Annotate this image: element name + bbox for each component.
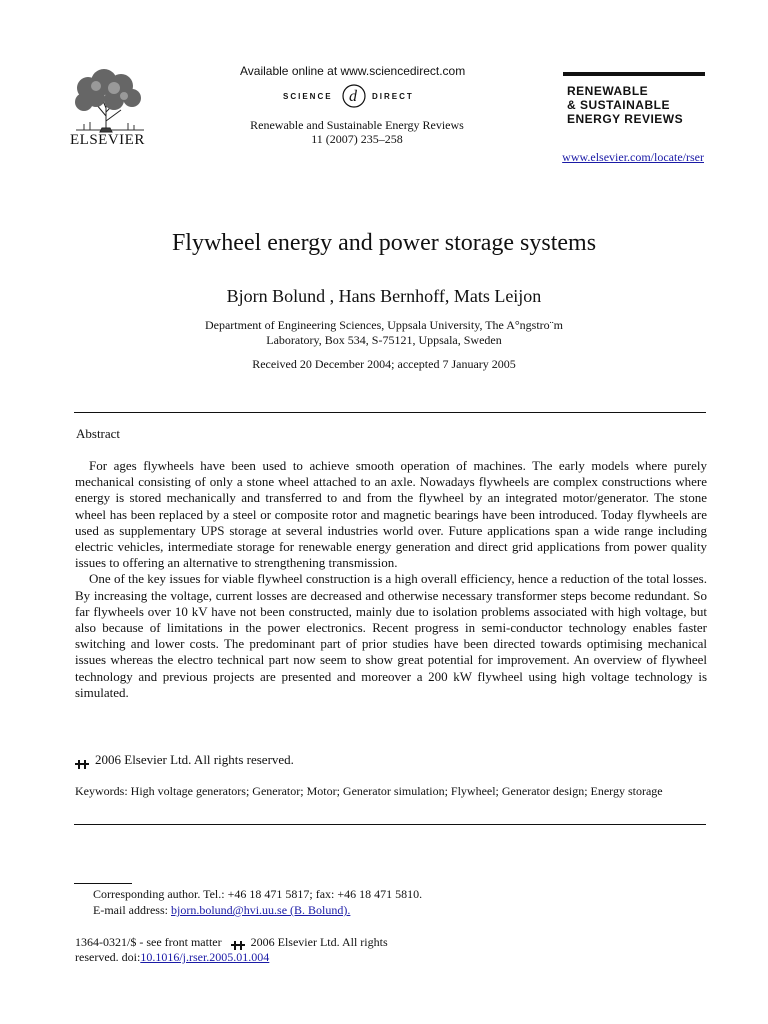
footnote-rule	[74, 883, 132, 884]
email-note	[93, 903, 350, 918]
journal-citation	[232, 118, 482, 146]
sciencedirect-logo-left: SCIENCE	[283, 92, 333, 101]
available-online-text: Available online at www.sciencedirect.com	[240, 64, 466, 78]
sciencedirect-logo-right: DIRECT	[372, 92, 414, 101]
issn-doi-block	[75, 935, 475, 965]
author-affiliation	[0, 318, 768, 348]
copyright-icon	[231, 939, 245, 948]
masthead-line: RENEWABLE	[567, 84, 649, 98]
doi-prefix: reserved. doi:	[75, 950, 141, 964]
masthead-line: ENERGY REVIEWS	[567, 112, 684, 126]
article-title: Flywheel energy and power storage systems	[171, 230, 597, 256]
email-link[interactable]: bjorn.bolund@hvi.uu.se (B. Bolund).	[170, 903, 351, 917]
keywords: Keywords: High voltage generators; Generator; Motor; Generator simulation; Flywheel; Generator design; Energy storage	[75, 784, 663, 798]
journal-name: Renewable and Sustainable Energy Reviews	[250, 118, 464, 132]
copyright-icon	[75, 757, 89, 766]
doi-link[interactable]: 10.1016/j.rser.2005.01.004	[140, 950, 270, 964]
article-authors: Bjorn Bolund , Hans Bernhoff, Mats Leijon	[226, 286, 542, 306]
masthead-line: & SUSTAINABLE	[567, 98, 670, 112]
section-divider	[74, 824, 706, 825]
affiliation-line: Department of Engineering Sciences, Uppsala University, The A°ngstro¨m	[204, 318, 564, 332]
abstract-body	[75, 458, 707, 701]
abstract-paragraph: For ages flywheels have been used to achieve smooth operation of machines. The early models where purely mechanical consisting of only a stone wheel attached to an axle. Nowadays flywheels are complex constructions where energy is stored mechanically and transferred to and from the flywheel by an integrated motor/generator. The stone wheel has been replaced by a steel or composite rotor and magnetic bearings have been introduced. Today flywheels are used as supplementary UPS storage at several industries world over. Future applications span a wide range including electric vehicles, intermediate storage for renewable energy generation and direct grid applications from power quality issues to offering an alternative to strengthening transmission.	[75, 458, 707, 571]
issn-copyright-text: 2006 Elsevier Ltd. All rights	[250, 935, 388, 949]
journal-url-link[interactable]: www.elsevier.com/locate/rser	[562, 150, 704, 164]
issn-text: 1364-0321/$ - see front matter	[75, 935, 222, 949]
abstract-copyright	[75, 752, 294, 768]
journal-header-rule	[563, 72, 705, 76]
email-label: E-mail address:	[93, 903, 168, 917]
received-dates: Received 20 December 2004; accepted 7 January 2005	[252, 357, 516, 371]
affiliation-line: Laboratory, Box 534, S-75121, Uppsala, Sweden	[266, 333, 502, 347]
section-divider	[74, 412, 706, 413]
journal-masthead	[567, 84, 683, 126]
sciencedirect-at-letter: d	[349, 88, 357, 105]
publisher-name: ELSEVIER	[70, 132, 145, 148]
abstract-paragraph: One of the key issues for viable flywheel construction is a high overall efficiency, hence a reduction of the total losses. By increasing the voltage, current losses are decreased and otherwise necessary transformer steps become redundant. So far flywheels over 10 kV have not been constructed, mainly due to isolation problems associated with high voltage, but also because of limitations in the power electronics. Recent progress in semi-conductor technology enables faster switching and lower costs. The predominant part of prior studies have been directed towards optimising mechanical issues whereas the electro technical part now seem to show great potential for improvement. An overview of flywheel technology and previous projects are presented and moreover a 200 kW flywheel using high voltage technology is simulated.	[75, 571, 707, 700]
abstract-heading: Abstract	[76, 426, 121, 441]
copyright-text: 2006 Elsevier Ltd. All rights reserved.	[95, 752, 294, 767]
sciencedirect-at-icon	[340, 82, 368, 110]
sciencedirect-logo-mark	[340, 82, 368, 117]
journal-volume: 11 (2007) 235–258	[311, 132, 403, 146]
corresponding-author-note: Corresponding author. Tel.: +46 18 471 5817; fax: +46 18 471 5810.	[93, 887, 423, 901]
